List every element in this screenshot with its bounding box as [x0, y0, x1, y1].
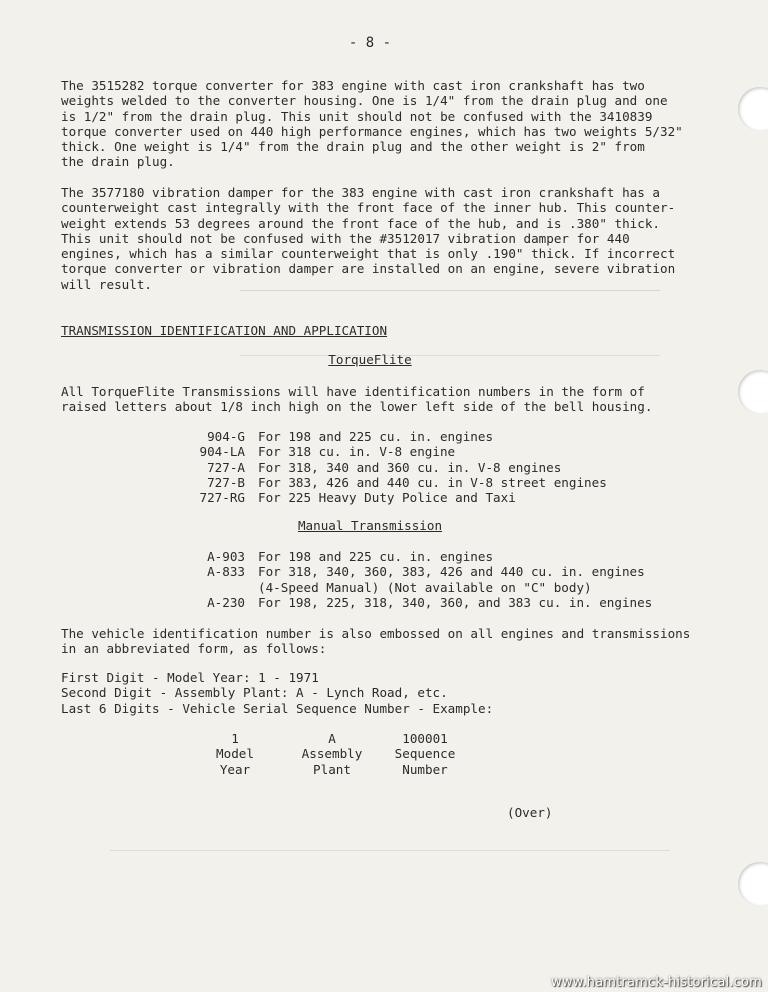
binder-hole	[738, 862, 768, 906]
example-model-year	[200, 731, 270, 777]
torqueflite-intro: All TorqueFlite Transmissions will have identification numbers in the form of raised letters about 1/8 inch high on the lower left side of the bell housing.	[61, 384, 653, 415]
example-label: Model	[216, 746, 254, 762]
vin-digit-list	[61, 670, 493, 716]
list-item: Last 6 Digits - Vehicle Serial Sequence Number - Example:	[61, 700, 494, 716]
example-label: Year	[219, 761, 251, 777]
transmission-code: A-230	[207, 594, 245, 610]
section-title: TRANSMISSION IDENTIFICATION AND APPLICATION	[61, 323, 388, 338]
example-sequence-number	[380, 731, 470, 777]
transmission-code: 904-LA	[199, 444, 245, 460]
example-label: Assembly	[301, 746, 363, 762]
page-number: - 8 -	[348, 35, 392, 51]
example-label: Sequence	[394, 746, 456, 762]
transmission-application: For 318 cu. in. V-8 engine	[258, 444, 456, 460]
binder-hole	[738, 370, 768, 414]
transmission-application: For 318, 340 and 360 cu. in. V-8 engines	[258, 459, 562, 475]
transmission-application: For 225 Heavy Duty Police and Taxi	[258, 490, 516, 506]
example-value: 100001	[402, 731, 448, 746]
manual-transmission-heading: Manual Transmission	[297, 518, 443, 533]
damper-paragraph: The 3577180 vibration damper for the 383 engine with cast iron crankshaft has a counterweight cast integrally with the front face of the inner hub. This counter- weight extends 53 degrees around the front face of the hub, and is .380" thick. This unit should not be confused with the #3512017 vibration damper for 440 engines, which has a similar counterweight that is only .190" thick. If incorrect torque converter or vibration damper are installed on an engine, severe vibration will result.	[61, 185, 676, 292]
converter-paragraph: The 3515282 torque converter for 383 engine with cast iron crankshaft has two weights welded to the converter housing. One is 1/4" from the drain plug and one is 1/2" from the drain plug. This unit should not be confused with the 3410839 torque converter used on 440 high performance engines, which has two weights 5/32" thick. One weight is 1/4" from the drain plug and the other weight is 2" from the drain plug.	[61, 78, 683, 170]
transmission-code: 727-A	[207, 459, 245, 475]
transmission-application: For 198 and 225 cu. in. engines	[258, 429, 494, 444]
transmission-application: For 198 and 225 cu. in. engines	[258, 549, 494, 564]
transmission-code: A-833	[207, 564, 245, 580]
vin-intro: The vehicle identification number is also embossed on all engines and transmissions in an abbreviated form, as follows:	[61, 626, 691, 657]
transmission-application: For 198, 225, 318, 340, 360, and 383 cu. in. engines	[258, 594, 653, 610]
list-item: Second Digit - Assembly Plant: A - Lynch Road, etc.	[61, 685, 448, 701]
transmission-code: A-903	[207, 549, 245, 564]
transmission-code: 727-B	[207, 474, 245, 490]
transmission-code: 904-G	[207, 429, 245, 444]
transmission-application: For 318, 340, 360, 383, 426 and 440 cu. in. engines	[258, 564, 645, 580]
over-note: (Over)	[507, 805, 553, 820]
example-label: Plant	[313, 761, 351, 777]
example-value: 1	[231, 731, 239, 746]
transmission-application: (4-Speed Manual) (Not available on "C" body)	[258, 579, 592, 595]
example-label: Number	[402, 761, 448, 777]
watermark: www.hamtramck-historical.com	[551, 975, 762, 990]
list-item: First Digit - Model Year: 1 - 1971	[61, 670, 319, 685]
example-value: A	[328, 731, 336, 746]
example-assembly-plant	[282, 731, 382, 777]
binder-hole	[738, 87, 768, 131]
torqueflite-heading: TorqueFlite	[328, 352, 412, 367]
transmission-code: 727-RG	[199, 490, 245, 506]
transmission-application: For 383, 426 and 440 cu. in V-8 street engines	[258, 474, 607, 490]
